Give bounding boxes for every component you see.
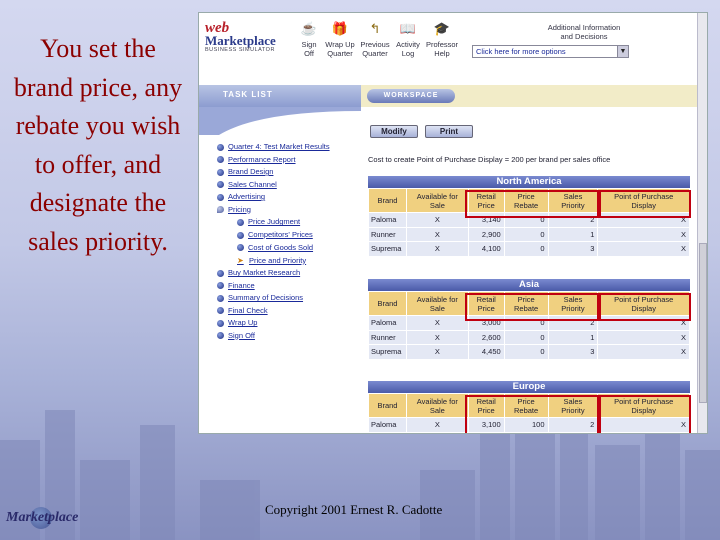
column-header-line: Brand (377, 299, 398, 308)
cell-pop[interactable]: X (598, 316, 690, 331)
turn-arrow-icon: ↰ (369, 21, 381, 36)
cell-available[interactable]: X (406, 345, 468, 360)
cell-rebate[interactable]: 0 (504, 242, 548, 257)
column-header-line: Rebate (514, 200, 539, 210)
region-title: Europe (368, 381, 690, 393)
bullet-icon (217, 144, 224, 151)
task-list (217, 141, 330, 342)
column-header-line: Price (517, 191, 535, 201)
column-header-line: Brand (377, 401, 398, 410)
column-header-line: Price (517, 294, 535, 304)
column-header-line: Display (631, 303, 656, 313)
cell-price[interactable]: 2,600 (468, 330, 504, 345)
column-header-line: Price (477, 405, 495, 415)
app-logo (205, 21, 290, 53)
cell-rebate[interactable]: 0 (504, 345, 548, 360)
cell-rebate[interactable]: 0 (504, 227, 548, 242)
nav-label: Quarter (362, 49, 388, 58)
task-label: Wrap Up (228, 318, 258, 328)
nav-label: Activity (396, 40, 420, 49)
column-header-line: Available for (416, 191, 458, 201)
highlight-pop-asia (599, 293, 691, 321)
column-header-line: Point of Purchase (614, 294, 674, 304)
table-row (369, 242, 690, 257)
task-item[interactable] (217, 154, 330, 167)
cell-price[interactable]: 3,000 (468, 316, 504, 331)
task-label: Final Check (228, 305, 268, 315)
activity-log-button[interactable] (392, 21, 424, 58)
column-header-line: Sales (563, 396, 583, 406)
cell-available[interactable]: X (406, 227, 468, 242)
column-header-line: Display (631, 200, 656, 210)
cell-rebate[interactable]: 100 (504, 418, 548, 433)
bullet-icon (217, 181, 224, 188)
task-item[interactable] (217, 305, 330, 318)
bullet-icon (217, 194, 224, 201)
subtask-label: Cost of Goods Sold (248, 242, 314, 252)
table-row (369, 227, 690, 242)
cup-icon: ☕ (300, 21, 318, 36)
book-icon: 📖 (399, 21, 417, 36)
table-row (369, 330, 690, 345)
professor-help-button[interactable] (424, 21, 460, 58)
cell-priority[interactable]: 2 (548, 418, 598, 433)
cell-available[interactable]: X (406, 242, 468, 257)
highlight-pop-na (599, 190, 691, 218)
task-list-label: TASK LIST (223, 90, 273, 99)
column-header-line: Sale (429, 405, 445, 415)
column-header-line: Point of Purchase (614, 191, 674, 201)
task-label: Brand Design (228, 167, 274, 176)
highlight-price-europe (465, 395, 599, 434)
logo-subtitle: BUSINESS SIMULATOR (205, 47, 275, 53)
column-header-line: Sales (563, 191, 583, 201)
additional-line-2: and Decisions (560, 32, 608, 41)
nav-label: Professor (425, 40, 459, 49)
cell-brand: Paloma (369, 418, 407, 433)
task-label: Pricing (228, 204, 251, 214)
cell-priority[interactable]: 2 (548, 213, 598, 228)
column-header-line: Point of Purchase (614, 396, 674, 406)
column-header-line: Priority (561, 405, 585, 415)
column-header-line: Retail (476, 191, 496, 201)
cell-brand: Suprema (369, 345, 407, 360)
subtask-label: Competitors' Prices (248, 229, 313, 239)
cell-available[interactable]: X (406, 213, 468, 228)
additional-line-1: Additional Information (547, 23, 621, 32)
subtask-item[interactable] (217, 216, 330, 229)
highlight-price-asia (465, 293, 599, 321)
highlight-pop-europe (599, 395, 691, 434)
task-list-curve (199, 107, 361, 135)
cell-price[interactable]: 3,140 (468, 213, 504, 228)
nav-label: Off (304, 49, 314, 58)
slide-bullet-text: You set the brand price, any rebate you wish to offer, and designate the sales priority. (13, 34, 183, 256)
subtask-label: Price and Priority (249, 255, 307, 265)
cell-rebate[interactable]: 0 (504, 316, 548, 331)
column-header-line: Priority (561, 200, 585, 210)
bullet-icon (237, 232, 244, 239)
bullet-icon (217, 332, 224, 339)
region-title: North America (368, 176, 690, 188)
task-item[interactable] (217, 330, 330, 343)
nav-label: Help (434, 49, 450, 58)
nav-label: Quarter (327, 49, 353, 58)
cell-rebate[interactable]: 0 (504, 213, 548, 228)
footer-logo: Marketplace (6, 510, 79, 525)
task-item[interactable] (217, 317, 330, 330)
subtask-label: Price Judgment (248, 217, 301, 227)
cost-note: Cost to create Point of Purchase Display = 200 per brand per sales office (368, 155, 611, 164)
task-label: Quarter 4: Test Market Results (228, 142, 330, 151)
bullet-icon (217, 282, 224, 289)
column-header-line: Rebate (514, 303, 539, 313)
task-item-pricing[interactable] (217, 204, 330, 217)
app-screenshot (198, 12, 708, 434)
cell-priority[interactable]: 2 (548, 316, 598, 331)
cell-available[interactable]: X (406, 316, 468, 331)
bullet-icon (217, 270, 224, 277)
gift-icon: 🎁 (331, 21, 349, 36)
more-options-value: Click here for more options (476, 47, 566, 56)
column-header-line: Sales (563, 294, 583, 304)
cell-brand: Runner (369, 330, 407, 345)
sign-off-button[interactable] (293, 21, 325, 58)
cell-available[interactable]: X (406, 418, 468, 433)
logo-web: web (205, 20, 230, 36)
task-label: Summary of Decisions (228, 293, 304, 303)
print-button[interactable]: Print (425, 125, 473, 138)
column-header-line: Retail (476, 396, 496, 406)
bullet-icon (237, 244, 244, 251)
task-item[interactable] (217, 166, 330, 179)
column-header-line: Priority (561, 303, 585, 313)
column-header (406, 394, 468, 418)
highlight-price-na (465, 190, 599, 218)
cell-pop[interactable]: X (598, 242, 690, 257)
task-label: Sign Off (228, 330, 255, 340)
column-header-line: Sale (429, 303, 445, 313)
column-header-line: Price (477, 303, 495, 313)
column-header-line: Brand (377, 196, 398, 205)
subtask-item[interactable] (217, 229, 330, 242)
previous-quarter-button[interactable] (359, 21, 391, 58)
task-item[interactable] (217, 280, 330, 293)
column-header-line: Available for (416, 294, 458, 304)
column-header-line: Price (517, 396, 535, 406)
task-list-tab (199, 85, 361, 107)
task-item[interactable] (217, 191, 330, 204)
cell-brand: Suprema (369, 242, 407, 257)
task-label: Buy Market Research (228, 268, 301, 278)
column-header-line: Retail (476, 294, 496, 304)
task-item[interactable] (217, 267, 330, 280)
cell-price[interactable]: 4,100 (468, 242, 504, 257)
nav-label: Previous (360, 40, 390, 49)
task-item[interactable] (217, 292, 330, 305)
column-header (406, 189, 468, 213)
task-label: Advertising (228, 192, 266, 201)
cell-price[interactable]: 3,100 (468, 418, 504, 433)
task-item[interactable] (217, 179, 330, 192)
column-header (369, 189, 407, 213)
task-label: Sales Channel (228, 179, 277, 189)
column-header-line: Rebate (513, 405, 539, 415)
nav-label: Log (401, 49, 415, 58)
task-item[interactable] (217, 141, 330, 154)
wrap-up-quarter-button[interactable] (324, 21, 356, 58)
bullet-icon (217, 156, 224, 163)
bullet-icon (237, 219, 244, 226)
additional-info-heading (509, 23, 659, 41)
bullet-icon (217, 295, 224, 302)
nav-label: Sign (301, 40, 317, 49)
cell-rebate[interactable]: 0 (504, 330, 548, 345)
pointer-arrow-icon: ➤ (237, 255, 244, 265)
column-header-line: Display (631, 405, 656, 415)
cell-pop[interactable]: X (598, 418, 690, 433)
vertical-scrollbar[interactable] (697, 13, 708, 434)
column-header-line: Price (477, 200, 495, 210)
nav-label: Wrap Up (325, 40, 355, 49)
more-options-select[interactable] (472, 45, 629, 58)
modify-button[interactable]: Modify (370, 125, 418, 138)
cell-brand: Runner (369, 227, 407, 242)
bullet-icon (217, 320, 224, 327)
subtask-item-active[interactable] (217, 254, 330, 267)
cell-priority[interactable]: 1 (548, 227, 598, 242)
scrollbar-thumb[interactable] (699, 243, 707, 403)
cell-pop[interactable]: X (598, 330, 690, 345)
column-header (369, 394, 407, 418)
cell-priority[interactable]: 3 (548, 242, 598, 257)
cell-pop[interactable]: X (598, 227, 690, 242)
chevron-down-icon[interactable]: ▼ (617, 46, 628, 57)
column-header-line: Sale (429, 200, 445, 210)
column-header (406, 292, 468, 316)
column-header-line: Available for (416, 396, 458, 406)
workspace-tab: WORKSPACE (367, 89, 455, 103)
region-title: Asia (368, 279, 690, 291)
cell-pop[interactable]: X (598, 345, 690, 360)
app-toolbar (199, 13, 697, 73)
subtask-item[interactable] (217, 242, 330, 255)
cell-price[interactable]: 4,450 (468, 345, 504, 360)
cell-brand: Paloma (369, 316, 407, 331)
cell-pop[interactable]: X (598, 213, 690, 228)
task-label: Performance Report (228, 154, 296, 164)
cell-available[interactable]: X (406, 330, 468, 345)
cell-priority[interactable]: 1 (548, 330, 598, 345)
logo-marketplace: Marketplace (205, 33, 276, 48)
open-bullet-icon (217, 206, 224, 213)
column-header (369, 292, 407, 316)
cell-brand: Paloma (369, 213, 407, 228)
copyright-text: Copyright 2001 Ernest R. Cadotte (265, 502, 443, 517)
mortarboard-icon: 🎓 (433, 21, 451, 36)
table-row (369, 345, 690, 360)
task-label: Finance (228, 280, 255, 290)
cell-priority[interactable]: 3 (548, 345, 598, 360)
cell-price[interactable]: 2,900 (468, 227, 504, 242)
bullet-icon (217, 307, 224, 314)
bullet-icon (217, 169, 224, 176)
